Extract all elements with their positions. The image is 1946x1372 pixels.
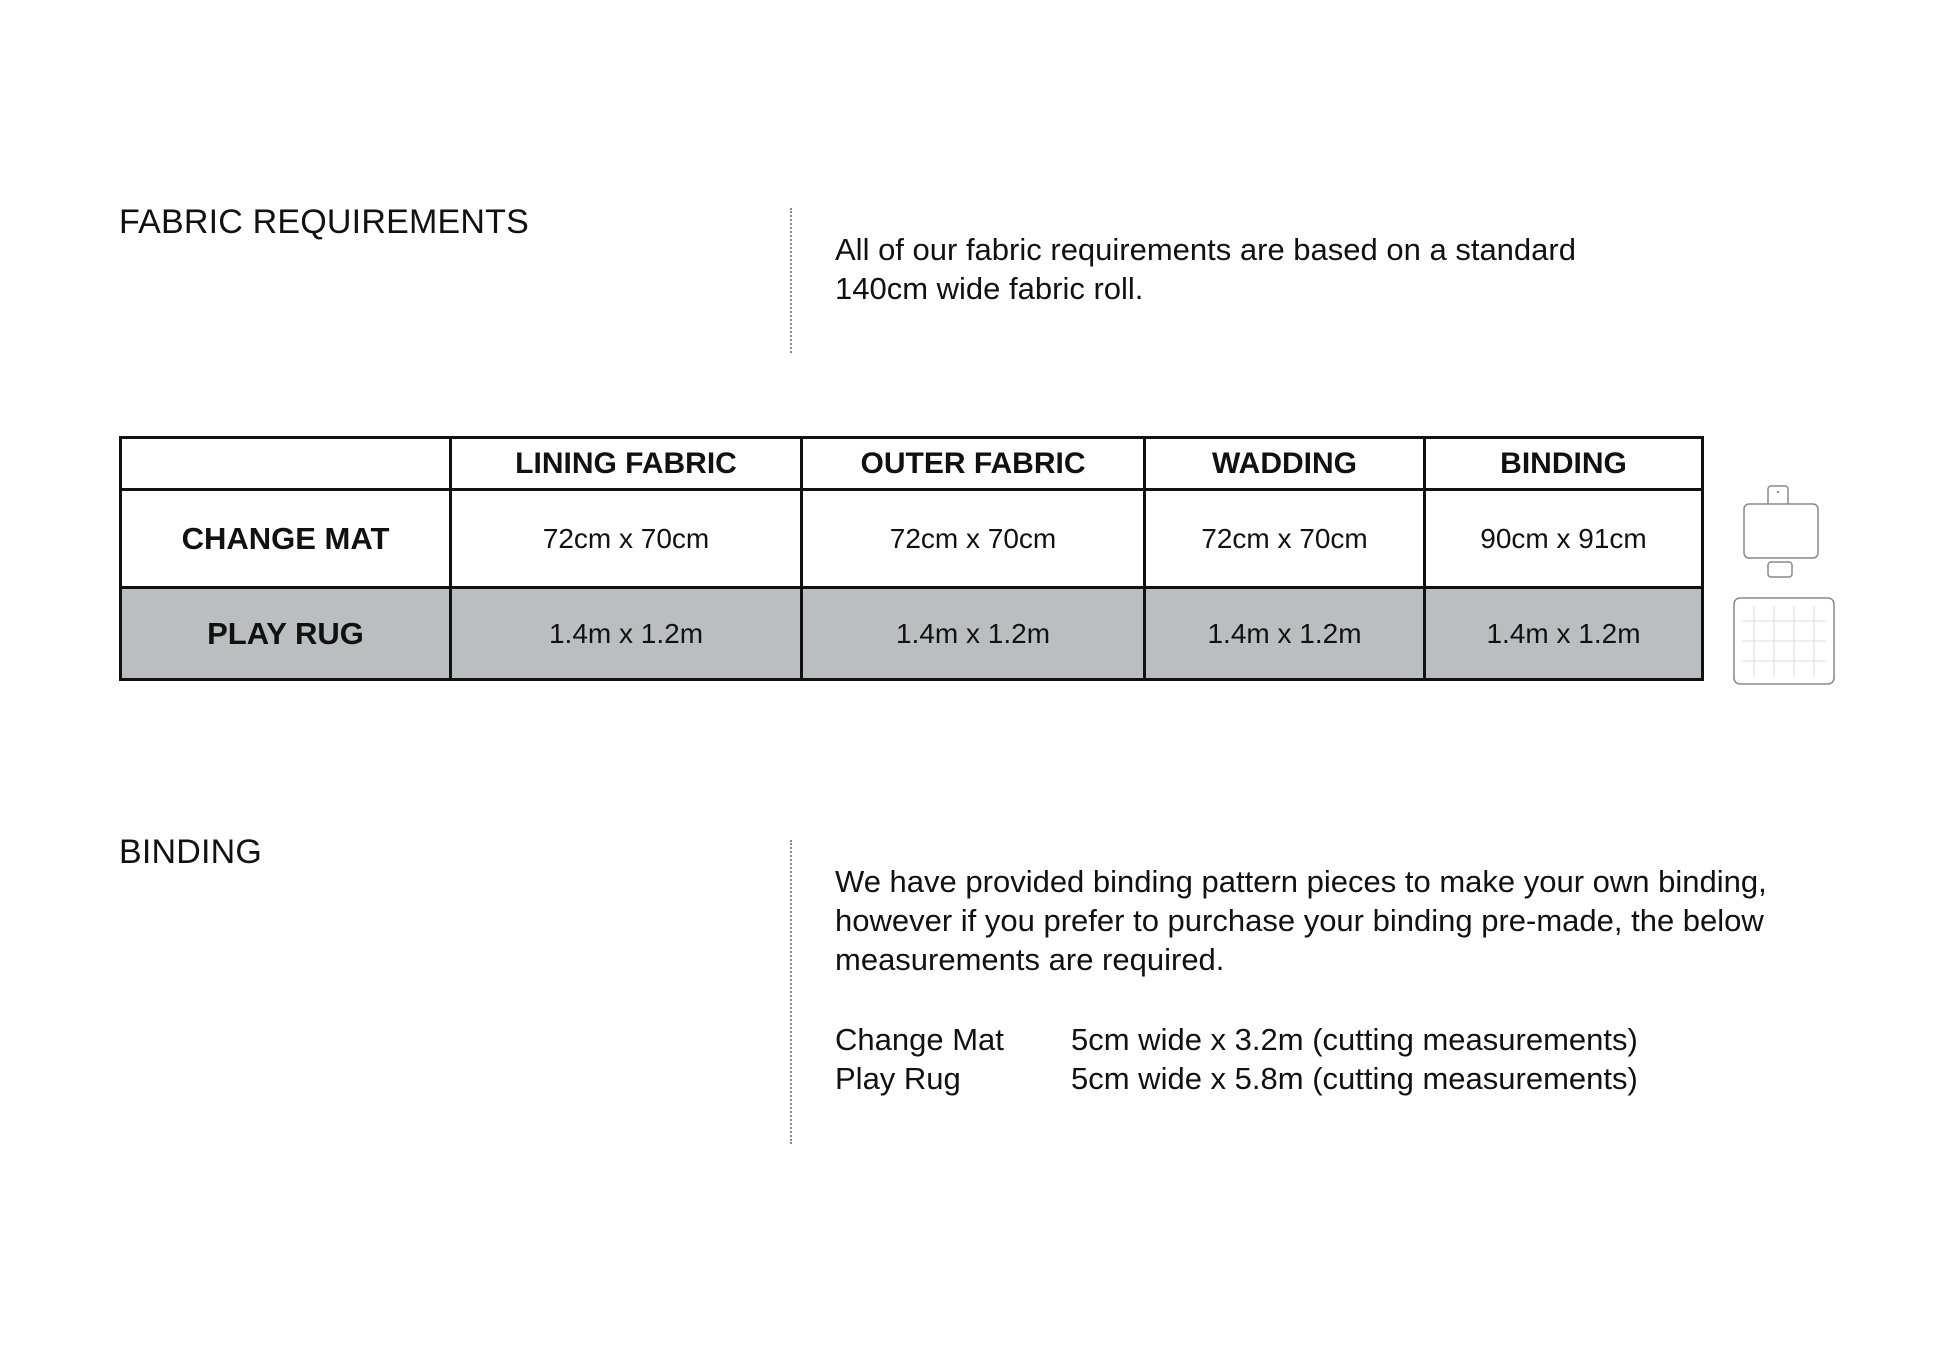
play-rug-icon bbox=[1732, 596, 1836, 686]
description-line: All of our fabric requirements are based on a standard bbox=[835, 232, 1576, 267]
description-line: We have provided binding pattern pieces to make your own binding, bbox=[835, 864, 1767, 899]
measurement-value: 5cm wide x 5.8m (cutting measurements) bbox=[1071, 1061, 1638, 1096]
description-line: 140cm wide fabric roll. bbox=[835, 271, 1144, 306]
table-header-row bbox=[121, 438, 1703, 490]
fabric-requirements-description bbox=[835, 230, 1576, 308]
column-header-binding: BINDING bbox=[1425, 438, 1703, 490]
table-row-play-rug bbox=[121, 588, 1703, 680]
fabric-requirements-title: FABRIC REQUIREMENTS bbox=[119, 203, 529, 241]
change-mat-icon bbox=[1738, 484, 1824, 580]
cell-lining-fabric: 72cm x 70cm bbox=[451, 490, 802, 588]
section-divider bbox=[790, 840, 792, 1144]
list-item bbox=[835, 1020, 1638, 1059]
column-header-outer-fabric: OUTER FABRIC bbox=[802, 438, 1145, 490]
binding-measurements-list bbox=[835, 1020, 1638, 1098]
cell-lining-fabric: 1.4m x 1.2m bbox=[451, 588, 802, 680]
cell-binding: 90cm x 91cm bbox=[1425, 490, 1703, 588]
column-header-empty bbox=[121, 438, 451, 490]
section-divider bbox=[790, 208, 792, 353]
cell-binding: 1.4m x 1.2m bbox=[1425, 588, 1703, 680]
list-item bbox=[835, 1059, 1638, 1098]
cell-outer-fabric: 72cm x 70cm bbox=[802, 490, 1145, 588]
fabric-requirements-table bbox=[119, 436, 1704, 681]
column-header-lining-fabric: LINING FABRIC bbox=[451, 438, 802, 490]
description-line: measurements are required. bbox=[835, 942, 1225, 977]
table-row-change-mat bbox=[121, 490, 1703, 588]
cell-wadding: 1.4m x 1.2m bbox=[1145, 588, 1425, 680]
column-header-wadding: WADDING bbox=[1145, 438, 1425, 490]
description-line: however if you prefer to purchase your binding pre-made, the below bbox=[835, 903, 1764, 938]
measurement-name: Play Rug bbox=[835, 1061, 961, 1096]
cell-wadding: 72cm x 70cm bbox=[1145, 490, 1425, 588]
binding-title: BINDING bbox=[119, 833, 263, 871]
binding-description bbox=[835, 862, 1767, 979]
measurement-name: Change Mat bbox=[835, 1022, 1004, 1057]
cell-outer-fabric: 1.4m x 1.2m bbox=[802, 588, 1145, 680]
measurement-value: 5cm wide x 3.2m (cutting measurements) bbox=[1071, 1022, 1638, 1057]
row-label-play-rug: PLAY RUG bbox=[121, 588, 451, 680]
row-label-change-mat: CHANGE MAT bbox=[121, 490, 451, 588]
